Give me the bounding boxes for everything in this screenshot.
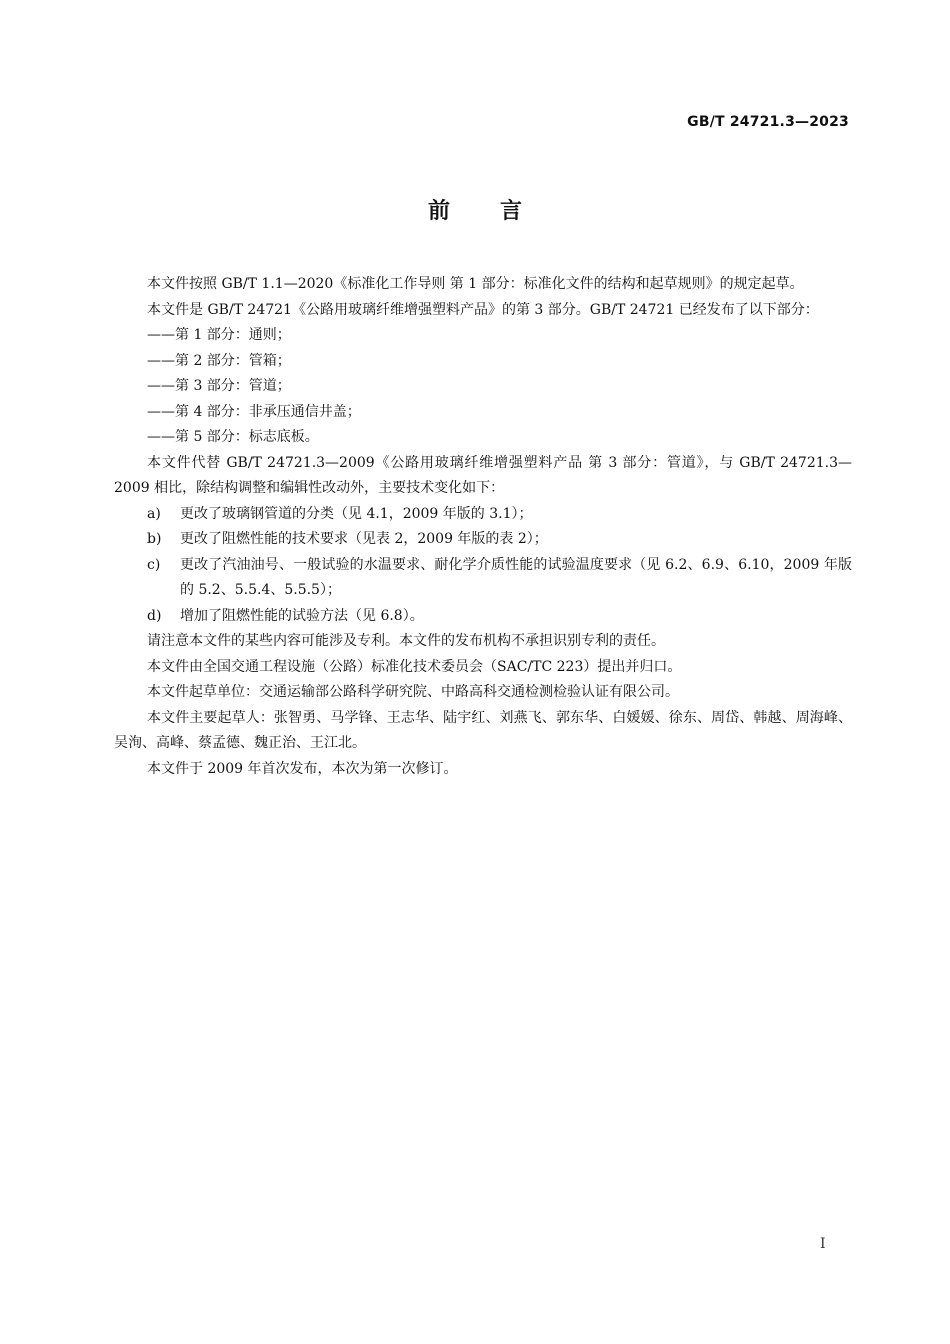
change-text: 更改了玻璃钢管道的分类（见 4.1，2009 年版的 3.1）； [180, 505, 533, 522]
paragraph-history: 本文件于 2009 年首次发布，本次为第一次修订。 [147, 760, 458, 777]
part-list-item: ——第 1 部分：通则； [147, 327, 291, 343]
paragraph-drafting-rules: 本文件按照 GB/T 1.1—2020《标准化工作导则 第 1 部分：标准化文件的结构和起草规则》的规定起草。 [147, 276, 804, 292]
change-list-item [114, 553, 852, 604]
change-text: 更改了汽油油号、一般试验的水温要求、耐化学介质性能的试验温度要求（见 6.2、6.9、6.10，2009 年版的 5.2、5.5.4、5.5.5）； [180, 556, 852, 598]
change-text: 更改了阻燃性能的技术要求（见表 2，2009 年版的表 2）； [180, 531, 548, 547]
document-code: GB/T 24721.3—2023 [687, 114, 849, 130]
part-list-item: ——第 5 部分：标志底板。 [147, 429, 319, 445]
change-list-item [114, 502, 852, 528]
foreword-body [114, 272, 852, 782]
part-list-item: ——第 3 部分：管道； [147, 378, 291, 394]
paragraph-patent-notice: 请注意本文件的某些内容可能涉及专利。本文件的发布机构不承担识别专利的责任。 [147, 633, 665, 649]
title-part-1: 前 [427, 199, 450, 224]
change-list-item [114, 527, 852, 553]
change-marker: a) [147, 505, 161, 522]
paragraph-series-intro: 本文件是 GB/T 24721《公路用玻璃纤维增强塑料产品》的第 3 部分。GB/T 24721 已经发布了以下部分： [147, 301, 819, 318]
part-list-item: ——第 2 部分：管箱； [147, 352, 291, 369]
part-list-item: ——第 4 部分：非承压通信井盖； [147, 403, 361, 420]
change-text: 增加了阻燃性能的试验方法（见 6.8）。 [180, 607, 424, 624]
change-list-item [114, 604, 852, 630]
page-title [0, 194, 950, 225]
page-number: I [820, 1236, 826, 1252]
change-marker: c) [147, 556, 161, 573]
title-part-2: 言 [500, 199, 523, 224]
change-marker: b) [147, 531, 162, 547]
paragraph-drafters: 本文件主要起草人：张智勇、马学锋、王志华、陆宇红、刘燕飞、郭东华、白媛媛、徐东、周岱、韩越、周海峰、吴洵、高峰、蔡孟德、魏正治、王江北。 [114, 709, 852, 751]
paragraph-replacement: 本文件代替 GB/T 24721.3—2009《公路用玻璃纤维增强塑料产品 第 3 部分：管道》，与 GB/T 24721.3—2009 相比，除结构调整和编辑性改动外，主要技术变化如下： [114, 454, 852, 496]
paragraph-drafting-units: 本文件起草单位：交通运输部公路科学研究院、中路高科交通检测检验认证有限公司。 [147, 684, 679, 700]
paragraph-proposer: 本文件由全国交通工程设施（公路）标准化技术委员会（SAC/TC 223）提出并归口。 [147, 658, 682, 675]
change-marker: d) [147, 607, 162, 624]
